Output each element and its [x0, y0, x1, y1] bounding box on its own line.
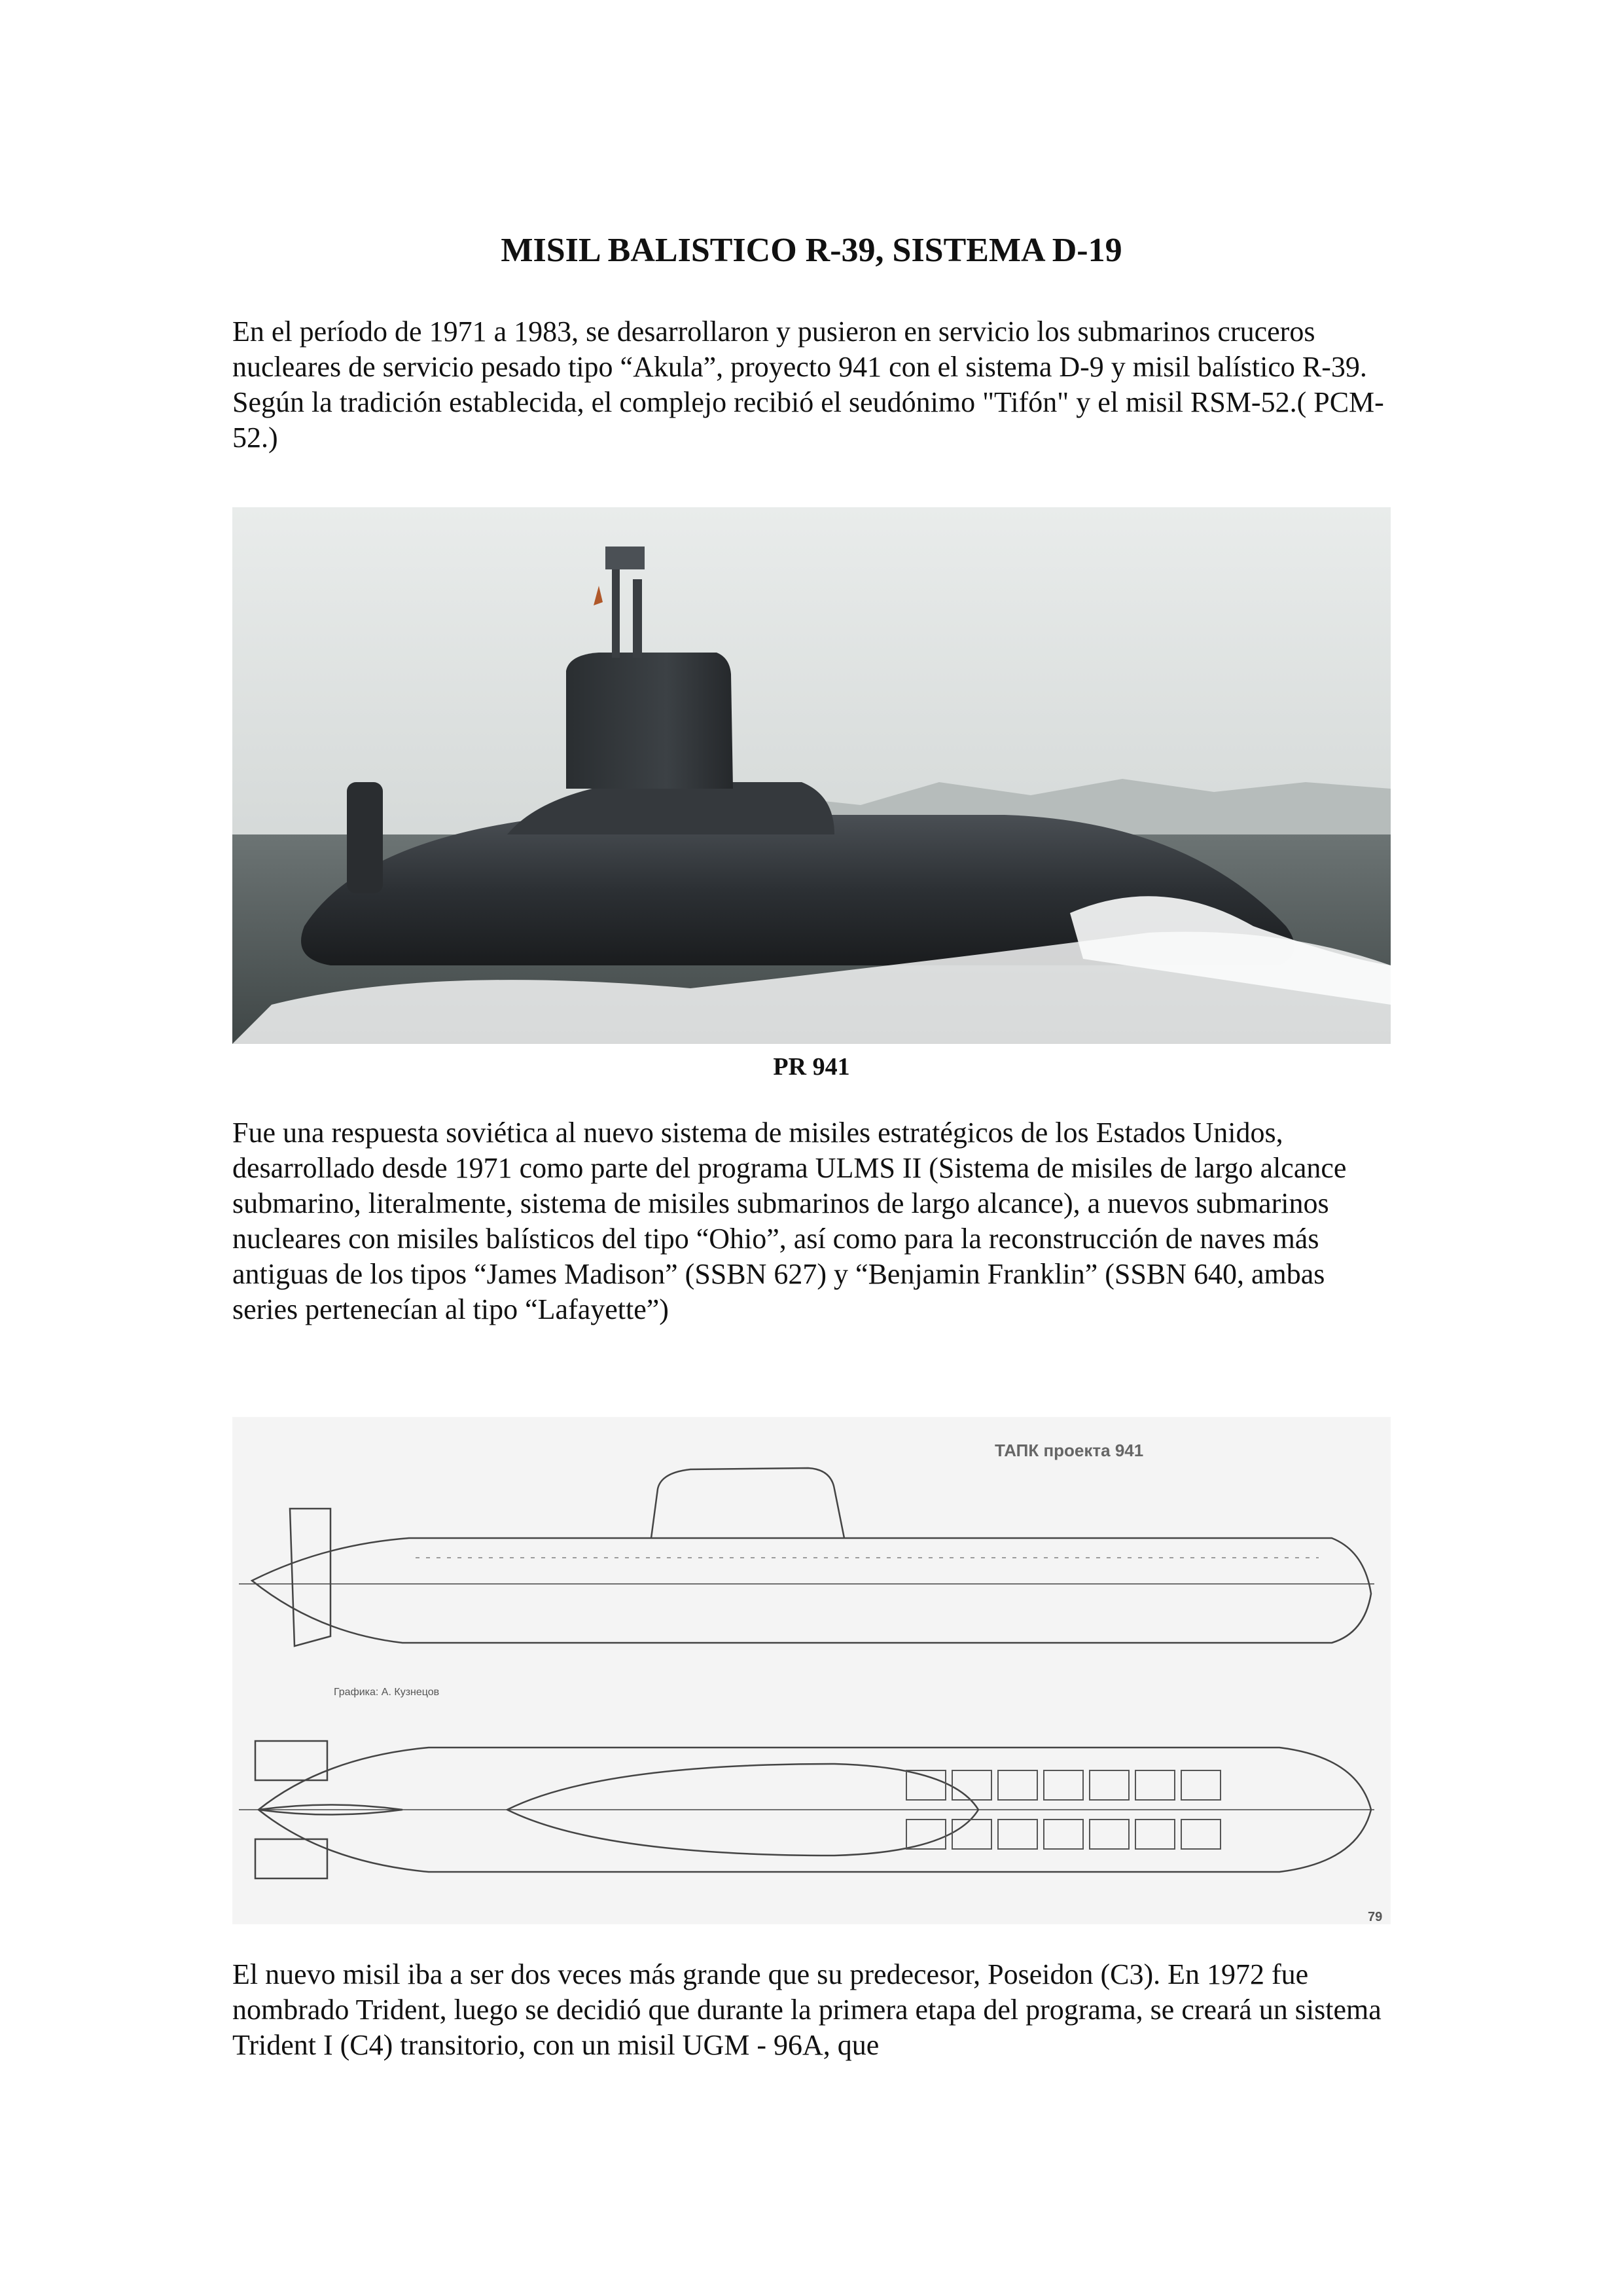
closing-paragraph: El nuevo misil iba a ser dos veces más grande que su predecesor, Poseidon (C3). En 1972 fue nombrado Trident, luego se decidió que durante la primera etapa del programa, se creará un sistema Trident I (C4) transitorio, con un misil UGM - 96A, que — [232, 1958, 1382, 2061]
side-profile — [239, 1468, 1374, 1646]
page-title: MISIL BALISTICO R-39, SISTEMA D-19 — [501, 232, 1122, 269]
photo-caption: PR 941 — [773, 1053, 850, 1081]
drawing-title: ТАПК проекта 941 — [995, 1441, 1144, 1460]
submarine-photo — [232, 507, 1391, 1044]
intro-paragraph: En el período de 1971 a 1983, se desarrollaron y pusieron en servicio los submarinos cruceros nucleares de servicio pesado tipo “Akula”, proyecto 941 con el sistema D-9 y misil balístico R-39. Según la tradición establecida, el complejo recibió el seudónimo "Tifón" y el misil RSM-52.( PCM-52.) — [232, 315, 1384, 454]
body-paragraph: Fue una respuesta soviética al nuevo sistema de misiles estratégicos de los Estados Unidos, desarrollado desde 1971 como parte del programa ULMS II (Sistema de misiles de largo alcance submarino, literalmente, sistema de misiles submarinos de largo alcance), a nuevos submarinos nucleares con misiles balísticos del tipo “Ohio”, así como para la reconstrucción de naves más antiguas de los tipos “James Madison” (SSBN 627) y “Benjamin Franklin” (SSBN 640, ambas series pertenecían al tipo “Lafayette”) — [232, 1117, 1347, 1325]
drawing-page-mark: 79 — [1368, 1910, 1383, 1924]
drawing-credit: Графика: А. Кузнецов — [334, 1687, 440, 1698]
submarine-blueprint — [232, 1417, 1391, 1924]
top-view — [239, 1741, 1374, 1878]
